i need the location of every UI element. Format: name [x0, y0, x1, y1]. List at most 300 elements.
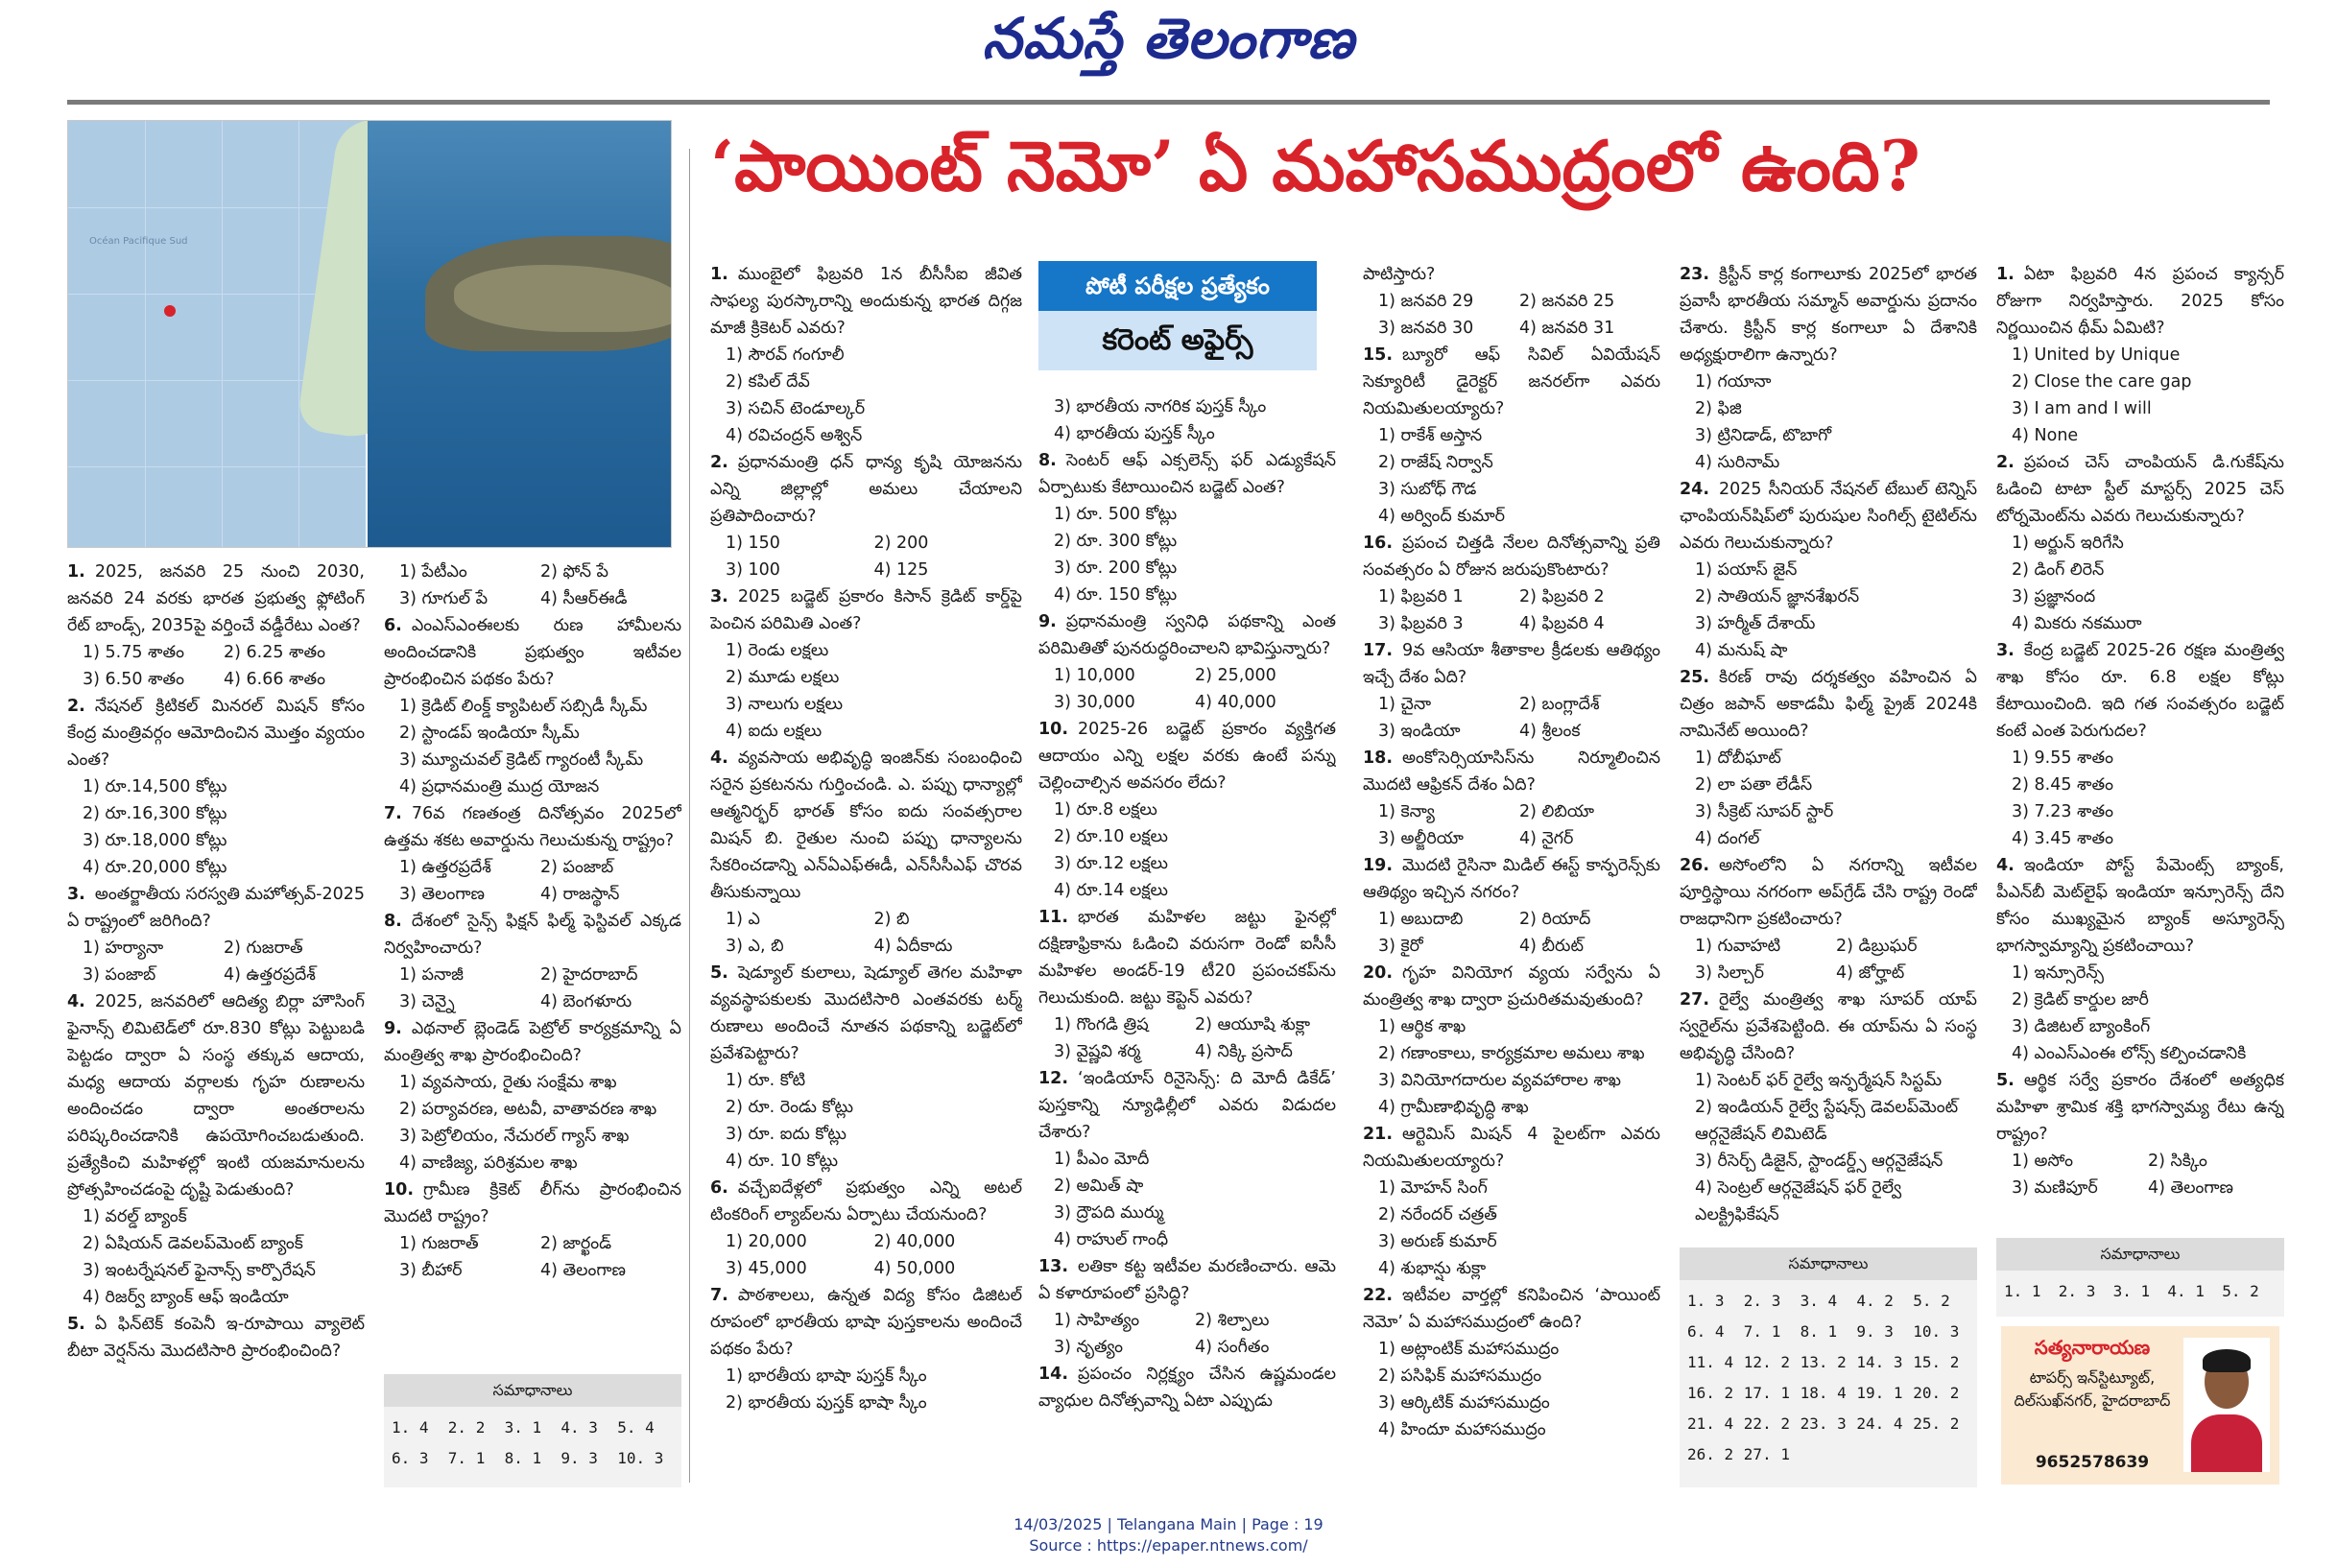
option-item: 3) ఆర్కిటిక్ మహాసముద్రం [1378, 1393, 1550, 1413]
option-item: 2) ఫిబ్రవరి 2 [1519, 587, 1605, 606]
question-body: ఏటా ఫిబ్రవరి 4న ప్రపంచ క్యాన్సర్ రోజుగా నిర్వహిస్తారు. 2025 కోసం నిర్ణయించిన థీమ్ ఏమిటి? [1996, 265, 2284, 338]
option-item: 3) 6.50 శాతం [83, 670, 184, 689]
option-item: 4) జనవరి 31 [1519, 319, 1615, 338]
option-item: 2) రాజేష్ నిర్వాన్ [1378, 453, 1493, 472]
options-list [67, 639, 365, 693]
question-number: 6. [384, 616, 402, 635]
question-item [1363, 530, 1660, 637]
question-body: గృహ వినియోగ వ్యయ సర్వేను ఏ మంత్రిత్వ శాఖ ద్వారా ప్రచురితమవుతుంది? [1363, 963, 1660, 1010]
option-item: 3) రూ. 200 కోట్లు [1054, 558, 1178, 578]
option-item: 3) గూగుల్ పే [399, 589, 489, 608]
option-item: 2) పంజాబ్ [540, 858, 614, 877]
option-item: 4) రాహుల్ గాంధీ [1054, 1230, 1169, 1249]
masthead-divider [67, 100, 2270, 105]
option-item: 3) హర్మీత్ దేశాయ్ [1695, 614, 1816, 633]
hero-image [67, 120, 672, 548]
question-number: 1. [710, 265, 728, 284]
answer-cell: 12. 2 [1743, 1353, 1790, 1371]
option-item: 2) ఏషియన్ డెవలప్‌మెంట్ బ్యాంక్ [83, 1234, 303, 1253]
option-item: 3) రీసెర్చ్ డిజైన్, స్టాండర్డ్స్ ఆర్గనైజేషన్ [1695, 1152, 1944, 1171]
option-item: 1) United by Unique [2012, 345, 2181, 365]
question-text [1038, 904, 1336, 1011]
question-number: 3. [1996, 641, 2015, 660]
question-text [1363, 342, 1660, 422]
option-item: 1) 10,000 [1054, 666, 1135, 685]
masthead [0, 0, 2337, 91]
option-item: 4) సంగీతం [1195, 1338, 1270, 1357]
source-link[interactable]: Source : https://epaper.ntnews.com/ [1029, 1536, 1308, 1555]
option-item: 2) కపిల్ దేవ్ [726, 372, 810, 392]
question-item [1996, 637, 2284, 852]
option-item: 2) 6.25 శాతం [224, 643, 325, 662]
edition-info: 14/03/2025 | Telangana Main | Page : 19 [1013, 1515, 1324, 1533]
question-item [384, 800, 681, 908]
question-item [1996, 449, 2284, 637]
options-list [1363, 583, 1660, 637]
question-text [1680, 986, 1977, 1067]
question-body: భారత మహిళల జట్టు ఫైనల్లో దక్షిణాఫ్రికాను ఓడించి వరుసగా రెండో ఐసీసీ మహిళల అండర్-19 టీ20 ప్రపంచకప్‌ను గెలుచుకుంది. జట్టు కెప్టెన్ ఎవరు? [1038, 908, 1336, 1008]
options-list [1038, 501, 1336, 608]
column-divider [689, 149, 690, 1483]
options-list [1363, 906, 1660, 960]
answer-cell: 5. 4 [617, 1418, 655, 1437]
question-body: పాఠశాలలు, ఉన్నత విద్య కోసం డిజిటల్ రూపంలో భారతీయ భాషా పుస్తకాలను అందించే పథకం పేరు? [710, 1286, 1022, 1359]
option-item: 1) గయానా [1695, 372, 1772, 392]
option-item: 4) ఏదీకాదు [873, 937, 953, 956]
question-text [67, 558, 365, 639]
author-photo [2183, 1338, 2270, 1472]
question-text [1363, 852, 1660, 906]
options-list [1996, 530, 2284, 637]
option-item: 1) ఉత్తరప్రదేశ్ [399, 858, 491, 877]
options-list [384, 558, 681, 612]
question-number: 22. [1363, 1286, 1394, 1305]
question-text [1996, 852, 2284, 960]
option-item: 4) తెలంగాణ [2148, 1178, 2233, 1198]
option-item: 3) ఎ, బి [726, 937, 784, 956]
answers-box-a [384, 1374, 681, 1487]
option-item: 2) ఫోన్ పే [540, 562, 608, 582]
answer-cell: 17. 1 [1743, 1384, 1790, 1402]
option-item: 2) ఫిజి [1695, 399, 1742, 418]
question-item [1363, 745, 1660, 852]
option-item: 1) చైనా [1378, 695, 1432, 714]
question-text [1038, 1253, 1336, 1307]
answer-cell: 1. 3 [1687, 1292, 1725, 1310]
option-item: 2) బంగ్లాదేశ్ [1519, 695, 1600, 714]
question-body: 2025-26 బడ్జెట్ ప్రకారం వ్యక్తిగత ఆదాయం ఎన్ని లక్షల వరకు ఉంటే పన్ను చెల్లించాల్సిన అవసరం లేదు? [1038, 720, 1336, 793]
answer-cell: 14. 3 [1856, 1353, 1903, 1371]
option-item: 1) అట్లాంటిక్ మహాసముద్రం [1378, 1340, 1560, 1359]
question-column-3 [710, 261, 1022, 1494]
question-number: 2. [1996, 453, 2015, 472]
options-list [1996, 960, 2284, 1067]
newspaper-title: నమస్తే తెలంగాణ [982, 6, 1355, 71]
question-column-5 [1363, 261, 1660, 1494]
author-institute: టాపర్స్ ఇన్‌స్టిట్యూట్, దిల్‌సుఖ్‌నగర్, హైదరాబాద్ [2014, 1368, 2171, 1410]
options-list [67, 1203, 365, 1311]
question-text [1363, 745, 1660, 798]
options-list [1363, 1013, 1660, 1121]
question-body: 2025 బడ్జెట్ ప్రకారం కిసాన్ క్రెడిట్ కార్డ్‌పై పెంచిన పరిమితి ఎంత? [710, 587, 1022, 633]
question-column-4 [1038, 393, 1336, 1494]
question-body: ముంబైలో ఫిబ్రవరి 1న బీసీసీఐ జీవిత సాఫల్య పురస్కారాన్ని అందుకున్న భారత దిగ్గజ మాజీ క్రికెటర్ ఎవరు? [710, 265, 1022, 338]
option-item: 4) ఫిబ్రవరి 4 [1519, 614, 1605, 633]
question-body: 9వ ఆసియా శీతాకాల క్రీడలకు ఆతిథ్యం ఇచ్చే దేశం ఏది? [1363, 641, 1660, 687]
option-item: 3) సచిన్ టెండూల్కర్ [726, 399, 866, 418]
question-text [1680, 476, 1977, 557]
question-item [1363, 342, 1660, 530]
answer-cell: 8. 1 [1800, 1322, 1838, 1341]
options-list [384, 962, 681, 1015]
question-body: కిరణ్ రావు దర్శకత్వం వహించిన ఏ చిత్రం జపాన్ అకాడమీ ఫిల్మ్ ప్రైజ్ 2024కి నామినేట్ అయింది? [1680, 668, 1977, 741]
question-body: నేషనల్ క్రిటికల్ మినరల్ మిషన్ కోసం కేంద్ర మంత్రివర్గం ఆమోదించిన మొత్తం వ్యయం ఎంత? [67, 697, 365, 770]
question-text [1363, 261, 1660, 288]
question-body: గ్రామీణ క్రికెట్ లీగ్‌ను ప్రారంభించిన మొదటి రాష్ట్రం? [384, 1180, 681, 1226]
question-number: 18. [1363, 748, 1394, 768]
question-body: దేశంలో సైన్స్ ఫిక్షన్ ఫిల్మ్ ఫెస్టివల్ ఎక్కడ నిర్వహించారు? [384, 912, 681, 958]
option-item: 2) Close the care gap [2012, 372, 2192, 392]
badge-top-label: పోటీ పరీక్షల ప్రత్యేకం [1038, 261, 1317, 311]
question-text [1680, 852, 1977, 933]
question-text [1996, 637, 2284, 745]
option-item: 2) 25,000 [1195, 666, 1276, 685]
question-item [1680, 852, 1977, 986]
option-item: 1) భారతీయ భాషా పుస్తక్ స్కీం [726, 1366, 927, 1386]
option-item: 4) None [2012, 426, 2079, 445]
option-item: 3) నృత్యం [1054, 1338, 1124, 1357]
answer-cell: 4. 1 [2167, 1282, 2205, 1300]
options-list [1363, 1336, 1660, 1443]
question-number: 27. [1680, 990, 1710, 1010]
option-item: 1) మోహన్ సింగ్ [1378, 1178, 1488, 1198]
question-number: 4. [1996, 856, 2015, 875]
option-item: 4) 50,000 [873, 1259, 956, 1278]
option-item: 4) నైగర్ [1519, 829, 1574, 848]
options-list [710, 637, 1022, 745]
author-name: సత్యనారాయణ [2034, 1336, 2151, 1359]
option-item: 3) రూ. ఐదు కోట్లు [726, 1125, 847, 1144]
option-item: 3) I am and I will [2012, 399, 2152, 418]
options-list [710, 342, 1022, 449]
option-item: 3) ఫిబ్రవరి 3 [1378, 614, 1464, 633]
question-item [710, 261, 1022, 449]
question-body: ‘ఇండియాస్ రినైసెన్స్: ది మోదీ డికేడ్’ పుస్తకాన్ని న్యూఢిల్లీలో ఎవరు విడుదల చేశారు? [1038, 1069, 1336, 1142]
options-list [710, 1067, 1022, 1175]
question-item [1038, 393, 1336, 447]
option-item: 3) కైరో [1378, 937, 1423, 956]
question-item [1996, 1067, 2284, 1201]
option-item: 4) భారతీయ పుస్తక్ స్కీం [1054, 424, 1215, 443]
question-text [1038, 1065, 1336, 1146]
option-item: 3) 100 [726, 560, 780, 580]
option-item: 3) వినియోగదారుల వ్యవహారాల శాఖ [1378, 1071, 1621, 1090]
question-text [710, 745, 1022, 906]
question-body: 2025, జనవరిలో ఆదిత్య బిర్లా హౌసింగ్ ఫైనాన్స్ లిమిటెడ్‌లో రూ.830 కోట్లు పెట్టుబడి పెట్టడం ద్వారా ఏ సంస్థ తక్కువ ఆదాయ, మధ్య ఆదాయ వర్గాలకు గృహ రుణాలను అందించడం ద్వారా అంతరాలను పరిష్కరించడానికి ఉపయోగించబడుతుంది. ప్రత్యేకించి మహిళల్లో ఇంటి యజమానులను ప్రోత్సహించడంపై దృష్టి పెడుతుంది? [67, 992, 365, 1200]
question-body: కేంద్ర బడ్జెట్ 2025-26 రక్షణ మంత్రిత్వ శాఖ కోసం రూ. 6.8 లక్షల కోట్లు కేటాయించింది. ఇది గత సంవత్సరం బడ్జెట్ కంటే ఎంత పెరుగుదల? [1996, 641, 2284, 741]
option-item: 1) రూ.14,500 కోట్లు [83, 777, 227, 796]
question-column-2 [384, 558, 681, 1326]
question-body: క్రిస్టీన్ కార్ల కంగాలూకు 2025లో భారత ప్రవాసీ భారతీయ సమ్మాన్ అవార్డును ప్రదానం చేశారు. క్రిస్టీన్ కార్ల కంగాలూ ఏ దేశానికి అధ్యక్షురాలిగా ఉన్నారు? [1680, 265, 1977, 365]
question-text [1996, 1067, 2284, 1148]
option-item: 4) ఐదు లక్షలు [726, 722, 823, 741]
options-list [384, 693, 681, 800]
option-item: 3) సీక్రెట్ సూపర్ స్టార్ [1695, 802, 1834, 821]
option-item: 4) ప్రధానమంత్రి ముద్ర యోజన [399, 777, 600, 796]
question-item [1680, 986, 1977, 1228]
question-text [67, 1311, 365, 1365]
option-item: 3) నాలుగు లక్షలు [726, 695, 843, 714]
option-item: 3) రూ.12 లక్షలు [1054, 854, 1168, 873]
options-list [1996, 342, 2284, 449]
question-item [710, 1175, 1022, 1282]
question-item [384, 558, 681, 612]
question-number: 10. [1038, 720, 1069, 739]
option-item: 2) డిబ్రుఘర్ [1836, 937, 1918, 956]
option-item: 4) రూ.14 లక్షలు [1054, 881, 1168, 900]
options-list [1996, 745, 2284, 852]
question-body: 76వ గణతంత్ర దినోత్సవం 2025లో ఉత్తమ శకట అవార్డును గెలుచుకున్న రాష్ట్రం? [384, 804, 681, 850]
answer-cell: 2. 3 [2058, 1282, 2096, 1300]
question-body: ఎథనాల్ బ్లెండెడ్ పెట్రోల్ కార్యక్రమాన్ని ఏ మంత్రిత్వ శాఖ ప్రారంభించింది? [384, 1019, 681, 1065]
question-body: అంకోసెర్సియాసిస్‌ను నిర్మూలించిన మొదటి ఆఫ్రికన్ దేశం ఏది? [1363, 748, 1660, 795]
options-list [384, 1230, 681, 1284]
question-item [1363, 852, 1660, 960]
option-item: 1) కెన్యా [1378, 802, 1435, 821]
question-number: 11. [1038, 908, 1069, 927]
option-item: 1) అసోం [2012, 1152, 2074, 1171]
option-item: 2) శిల్పాలు [1195, 1311, 1270, 1330]
options-list [710, 530, 1022, 583]
options-list [67, 773, 365, 881]
question-item [1363, 960, 1660, 1121]
option-item: 2) ఇండియన్ రైల్వే స్టేషన్స్ డెవలప్‌మెంట్ ఆర్గనైజేషన్ లిమిటెడ్ [1695, 1098, 1959, 1144]
option-item: 1) దోబీఘాట్ [1695, 748, 1781, 768]
option-item: 4) శుభాన్షు శుక్లా [1378, 1259, 1487, 1278]
options-list [1363, 691, 1660, 745]
option-item: 2) లిబియా [1519, 802, 1594, 821]
answer-cell: 5. 2 [1913, 1292, 1950, 1310]
question-number: 12. [1038, 1069, 1069, 1088]
option-item: 2) అమిత్ షా [1054, 1176, 1144, 1196]
option-item: 4) వాణిజ్య, పరిశ్రమల శాఖ [399, 1153, 578, 1173]
options-list [1363, 798, 1660, 852]
question-column-1 [67, 558, 365, 1494]
question-number: 13. [1038, 1257, 1069, 1276]
option-item: 1) 20,000 [726, 1232, 807, 1251]
option-item: 4) శ్రీలంక [1519, 722, 1581, 741]
question-body: అంతర్జాతీయ సరస్వతి మహోత్సవ్-2025 ఏ రాష్ట్రంలో జరిగింది? [67, 885, 365, 931]
option-item: 1) అర్జున్ ఇరిగేసి [2012, 534, 2124, 553]
option-item: 1) అబుదాబి [1378, 910, 1464, 929]
option-item: 4) 40,000 [1195, 693, 1276, 712]
option-item: 1) గువాహటి [1695, 937, 1781, 956]
answer-cell: 4. 2 [1856, 1292, 1894, 1310]
options-list [710, 1363, 1022, 1416]
question-text [710, 1282, 1022, 1363]
option-item: 1) సౌరవ్ గంగూలీ [726, 345, 845, 365]
question-number: 5. [67, 1315, 85, 1334]
question-text [384, 1176, 681, 1230]
question-body: రైల్వే మంత్రిత్వ శాఖ సూపర్ యాప్ స్వరైల్‌ను ప్రవేశపెట్టింది. ఈ యాప్‌ను ఏ సంస్థ అభివృద్ధి చేసింది? [1680, 990, 1977, 1063]
question-number: 21. [1363, 1125, 1394, 1144]
question-item [1363, 1282, 1660, 1443]
option-item: 1) గుజరాత్ [399, 1234, 479, 1253]
answer-cell: 3. 1 [2112, 1282, 2151, 1300]
question-body: ఆర్టెమిస్ మిషన్ 4 పైలట్‌గా ఎవరు నియమితులయ్యారు? [1363, 1125, 1660, 1171]
question-column-7 [1996, 261, 2284, 1230]
question-body: ప్రపంచ చిత్తడి నేలల దినోత్సవాన్ని ప్రతి సంవత్సరం ఏ రోజున జరుపుకొంటారు? [1363, 534, 1660, 580]
option-item: 2) బి [873, 910, 910, 929]
question-number: 2. [67, 697, 85, 716]
answers-box-c [1996, 1238, 2284, 1317]
question-item [1038, 904, 1336, 1065]
option-item: 2) రూ.10 లక్షలు [1054, 827, 1168, 846]
question-item [384, 1015, 681, 1176]
option-item: 1) రూ. 500 కోట్లు [1054, 505, 1178, 524]
option-item: 1) పీఎం మోదీ [1054, 1150, 1150, 1169]
option-item: 3) మ్యూచువల్ క్రెడిట్ గ్యారంటీ స్కీమ్ [399, 750, 644, 770]
question-number: 3. [710, 587, 728, 606]
options-list [1038, 1011, 1336, 1065]
question-item [67, 881, 365, 988]
option-item: 4) రిజర్వ్ బ్యాంక్ ఆఫ్ ఇండియా [83, 1288, 289, 1307]
answer-cell: 19. 1 [1856, 1384, 1903, 1402]
question-body: మొదటి రైసినా మిడిల్ ఈస్ట్ కాన్ఫరెన్స్‌కు ఆతిథ్యం ఇచ్చిన నగరం? [1363, 856, 1660, 902]
question-number: 2. [710, 453, 728, 472]
options-list [710, 906, 1022, 960]
option-item: 3) 7.23 శాతం [2012, 802, 2113, 821]
option-item: 1) ఫిబ్రవరి 1 [1378, 587, 1464, 606]
option-item: 4) ఉత్తరప్రదేశ్ [224, 965, 316, 985]
question-text [1038, 716, 1336, 796]
option-item: 3) 45,000 [726, 1259, 807, 1278]
question-text [710, 261, 1022, 342]
question-item [1038, 1065, 1336, 1253]
answer-cell: 5. 2 [2222, 1282, 2259, 1300]
author-phone: 9652578639 [2035, 1453, 2150, 1472]
options-list [1680, 368, 1977, 476]
option-item: 2) రూ. రెండు కోట్లు [726, 1098, 854, 1117]
author-card [2001, 1326, 2279, 1485]
answer-cell: 24. 4 [1856, 1414, 1903, 1433]
question-item [1996, 261, 2284, 449]
answer-cell: 27. 1 [1743, 1445, 1790, 1463]
option-item: 3) డిజిటల్ బ్యాంకింగ్ [2012, 1017, 2151, 1036]
option-item: 4) రాజస్థాన్ [540, 885, 620, 904]
question-text [1363, 1282, 1660, 1336]
answer-cell: 2. 2 [447, 1418, 486, 1437]
options-list [1680, 933, 1977, 986]
question-text [1363, 1121, 1660, 1175]
question-number: 20. [1363, 963, 1394, 983]
option-item: 3) రూ.18,000 కోట్లు [83, 831, 227, 850]
option-item: 1) పేటీఎం [399, 562, 467, 582]
question-body: ప్రపంచ చెస్ చాంపియన్ డి.గుకేష్‌ను ఓడించి టాటా స్టీల్ మాస్టర్స్ 2025 చెస్ టోర్నమెంట్‌ను ఎవరు గెలుచుకున్నారు? [1996, 453, 2284, 526]
option-item: 1) 9.55 శాతం [2012, 748, 2113, 768]
question-text [710, 1175, 1022, 1228]
question-number: 1. [67, 562, 85, 582]
option-item: 3) సుబోధ్ గౌడ [1378, 480, 1477, 499]
answer-cell: 21. 4 [1687, 1414, 1734, 1433]
question-number: 9. [384, 1019, 402, 1038]
question-body: ప్రధానమంత్రి ధన్ ధాన్య కృషి యోజనను ఎన్ని జిల్లాల్లో అమలు చేయాలని ప్రతిపాదించారు? [710, 453, 1022, 526]
question-item [1363, 1121, 1660, 1282]
question-number: 14. [1038, 1365, 1069, 1384]
question-text [384, 612, 681, 693]
location-pin-icon [164, 305, 176, 317]
option-item: 4) 3.45 శాతం [2012, 829, 2113, 848]
option-item: 2) జనవరి 25 [1519, 292, 1615, 311]
question-text [710, 583, 1022, 637]
option-item: 4) రవిచంద్రన్ అశ్విన్ [726, 426, 863, 445]
question-text [1363, 530, 1660, 583]
question-body: ఆర్థిక సర్వే ప్రకారం దేశంలో అత్యధిక మహిళా శ్రామిక శక్తి భాగస్వామ్య రేటు ఉన్న రాష్ట్రం? [1996, 1071, 2284, 1144]
option-item: 4) బీరుట్ [1519, 937, 1584, 956]
answer-cell: 6. 3 [392, 1449, 429, 1467]
section-badge [1038, 261, 1317, 370]
question-text [1996, 449, 2284, 530]
options-list [384, 854, 681, 908]
option-item: 4) నిక్కి ప్రసాద్ [1195, 1042, 1293, 1061]
option-item: 1) జనవరి 29 [1378, 292, 1474, 311]
options-list [67, 935, 365, 988]
question-item [67, 693, 365, 881]
question-text [1038, 608, 1336, 662]
option-item: 2) ఆయూషి శుక్లా [1195, 1015, 1311, 1034]
option-item: 1) హర్యానా [83, 938, 164, 958]
question-number: 10. [384, 1180, 415, 1200]
answer-cell: 2. 3 [1743, 1292, 1781, 1310]
question-number: 26. [1680, 856, 1710, 875]
island-aerial-photo [368, 121, 672, 548]
question-body: 2025 సీనియర్ నేషనల్ టేబుల్ టెన్నిస్ ఛాంపియన్‌షిప్‌లో పురుషుల సింగిల్స్ టైటిల్‌ను ఎవరు గెలుచుకున్నారు? [1680, 480, 1977, 553]
option-item: 4) సెంట్రల్ ఆర్గనైజేషన్ ఫర్ రైల్వే ఎలక్ట్రిఫికేషన్ [1695, 1178, 1902, 1224]
option-item: 4) మనుష్ షా [1695, 641, 1788, 660]
question-item [1038, 447, 1336, 608]
option-item: 4) రూ.20,000 కోట్లు [83, 858, 227, 877]
option-item: 3) ఇంటర్నేషనల్ ఫైనాన్స్ కార్పొరేషన్ [83, 1261, 316, 1280]
question-body: అసోంలోని ఏ నగరాన్ని ఇటీవల పూర్తిస్థాయి నగరంగా అప్‌గ్రేడ్ చేసి రాష్ట్ర రెండో రాజధానిగా ప్రకటించారు? [1680, 856, 1977, 929]
option-item: 3) అల్జీరియా [1378, 829, 1464, 848]
option-item: 1) 5.75 శాతం [83, 643, 184, 662]
answer-cell: 13. 2 [1800, 1353, 1847, 1371]
question-text [1996, 261, 2284, 342]
question-body: సెంటర్ ఆఫ్ ఎక్సలెన్స్ ఫర్ ఎడ్యుకేషన్ ఏర్పాటుకు కేటాయించిన బడ్జెట్ ఎంత? [1038, 451, 1336, 497]
option-item: 4) సురినామ్ [1695, 453, 1780, 472]
option-item: 1) రూ. కోటి [726, 1071, 806, 1090]
answers-heading: సమాధానాలు [384, 1374, 681, 1407]
options-list [1038, 1307, 1336, 1361]
option-item: 3) ఇండియా [1378, 722, 1461, 741]
question-number: 5. [710, 963, 728, 983]
question-text [1363, 637, 1660, 691]
question-body: వచ్చేఐదేళ్లలో ప్రభుత్వం ఎన్ని అటల్ టింకరింగ్ ల్యాబ్‌లను ఏర్పాటు చేయనుంది? [710, 1178, 1022, 1224]
question-body: వ్యవసాయ అభివృద్ధి ఇంజిన్‌కు సంబంధించి సరైన ప్రకటనను గుర్తించండి. ఎ. పప్పు ధాన్యాల్లో ఆత్మనిర్భర్ భారత్ కోసం ఐదు సంవత్సరాల మిషన్ బి. రైతుల నుంచి పప్పు ధాన్యాలను సేకరించడాన్ని ఎన్‌ఏఎఫ్‌ఈడీ, ఎన్‌సీసీఎఫ్ చొరవ తీసుకున్నాయి [710, 748, 1022, 902]
question-number: 16. [1363, 534, 1394, 553]
option-item: 2) రూ.16,300 కోట్లు [83, 804, 227, 823]
option-item: 1) గొంగడి త్రిష [1054, 1015, 1149, 1034]
question-body: ఇండియా పోస్ట్ పేమెంట్స్ బ్యాంక్, పీఎన్‌బీ మెట్‌లైఫ్ ఇండియా ఇన్సూరెన్స్ దేని కోసం ముఖ్యమైన బ్యాంక్ అస్యూరెన్స్ భాగస్వామ్యాన్ని ప్రకటించాయి? [1996, 856, 2284, 956]
option-item: 2) స్టాండప్ ఇండియా స్కీమ్ [399, 724, 580, 743]
question-body: ఏ ఫిన్‌టెక్ కంపెనీ ఇ-రూపాయి వ్యాలెట్ బీటా వెర్షన్‌ను మొదటిసారి ప్రారంభించింది? [67, 1315, 365, 1361]
option-item: 3) వైష్ణవి శర్మ [1054, 1042, 1141, 1061]
option-item: 3) మణిపూర్ [2012, 1178, 2098, 1198]
question-item [67, 558, 365, 693]
question-body: ఎంఎస్‌ఎంఈలకు రుణ హామీలను అందించడానికి ప్రభుత్వం ఇటీవల ప్రారంభించిన పథకం పేరు? [384, 616, 681, 689]
option-item: 4) సీఆర్‌ఈడీ [540, 589, 628, 608]
option-item: 2) గుజరాత్ [224, 938, 303, 958]
